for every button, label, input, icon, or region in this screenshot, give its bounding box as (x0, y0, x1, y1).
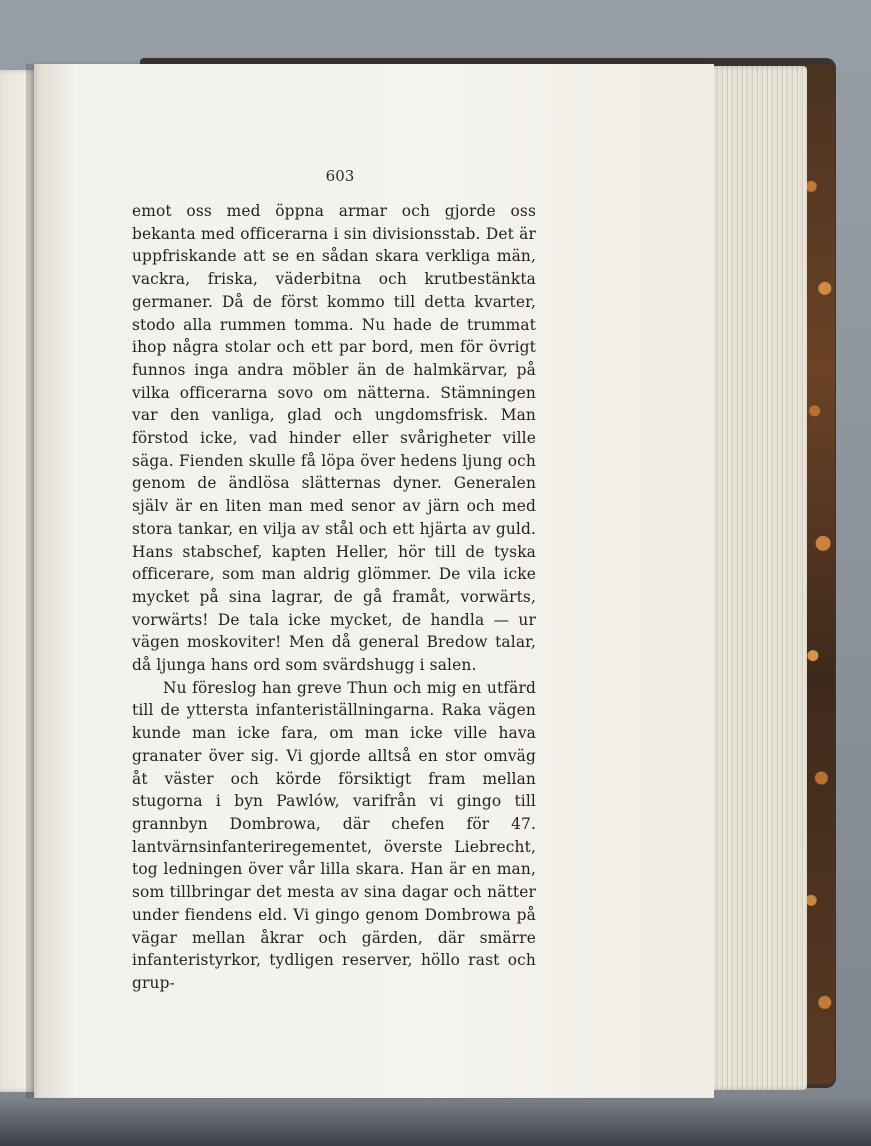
bottom-shadow (0, 1096, 871, 1146)
page-edges (705, 66, 807, 1090)
book-gutter (26, 64, 40, 1098)
paragraph-1: emot oss med öppna armar och gjorde oss bekanta med officerarna i sin divisionsstab. Det är uppfriskande att se en sådan skara verkliga män, vackra, friska, väderbitna och krutbestänkta germaner. Då de först kommo till detta kvarter, stodo alla rummen tomma. Nu hade de trummat ihop några stolar och ett par bord, men för övrigt funnos inga andra möbler än de halmkärvar, på vilka officerarna sovo om nätterna. Stämningen var den vanliga, glad och ungdomsfrisk. Man förstod icke, vad hinder eller svårigheter ville säga. Fienden skulle få löpa över hedens ljung och genom de ändlösa slätternas dyner. Generalen själv är en liten man med senor av järn och med stora tankar, en vilja av stål och ett hjärta av guld. Hans stabschef, kapten Heller, hör till de tyska officerare, som man aldrig glömmer. De vila icke mycket på sina lagrar, de gå framåt, vorwärts, vorwärts! De tala icke mycket, de handla — ur vägen moskoviter! Men då general Bredow talar, då ljunga hans ord som svärdshugg i salen. (132, 202, 536, 675)
paragraph-2: Nu föreslog han greve Thun och mig en utfärd till de yttersta infanteriställningarna. Raka vägen kunde man icke fara, om man icke ville hava granater över sig. Vi gjorde alltså en stor omväg åt väster och körde försiktigt fram mellan stugorna i byn Pawlów, varifrån vi gingo till grannbyn Dombrowa, där chefen för 47. lantvärnsinfanteriregementet, överste Liebrecht, tog ledningen över vår lilla skara. Han är en man, som tillbringar det mesta av sina dagar och nätter under fiendens eld. Vi gingo genom Dombrowa på vägar mellan åkrar och gärden, där smärre infanteristyrkor, tydligen reserver, höllo rast och grup- (132, 678, 536, 992)
page-number: 603 (325, 167, 355, 185)
page-body-text (132, 200, 536, 995)
